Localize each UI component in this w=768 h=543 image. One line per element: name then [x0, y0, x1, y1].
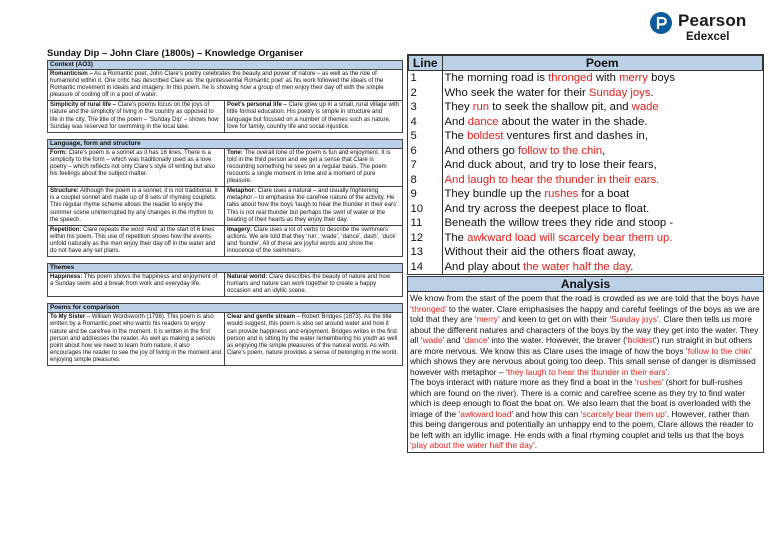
- poem-row: [409, 144, 763, 159]
- line-text: The morning road is: [444, 72, 549, 84]
- poem-row: [409, 115, 763, 130]
- line-text: to seek the shallow pit, and: [489, 101, 632, 113]
- tone-cell: [225, 149, 402, 186]
- highlighted-phrase: And laugh to hear the thunder in their ears.: [444, 173, 660, 186]
- simplicity-label: Simplicity of rural life –: [50, 102, 117, 109]
- line-text: for a boat: [578, 188, 630, 200]
- poem-row: [409, 245, 763, 260]
- line-number: 11: [409, 216, 443, 231]
- line-text: Without their aid the others float away,: [444, 246, 636, 258]
- brand-sub: Edexcel: [686, 31, 730, 43]
- quoted-phrase: thronged: [411, 303, 445, 314]
- poem-line: [442, 100, 763, 115]
- quoted-phrase: scarcely bear them up: [582, 408, 665, 419]
- poem-line: [442, 202, 763, 217]
- poem-row: [409, 86, 763, 101]
- analysis-span: ’ and keen to get on with their ‘: [497, 314, 612, 324]
- analysis-span: We know from the start of the poem that the road is crowded as we are told that the boys have ‘: [410, 293, 760, 314]
- happiness-label: Happiness:: [50, 274, 83, 281]
- poem-line: [442, 129, 763, 144]
- imagery-cell: [225, 226, 402, 256]
- line-text: .: [650, 86, 654, 99]
- line-text: with: [592, 72, 620, 84]
- romanticism-cell: [48, 70, 402, 101]
- stream-text: – Robert Bridges (1873). As the title would suggest, this poem is also set around water and how it can provide happiness and enjoyment. Bridges writes in the first person and is sitting by the water remembering his youth as well as enjoying the simple pleasures of the natural world. As with Clare’s poem, nature provides a sense of belonging in the world.: [227, 314, 398, 356]
- quoted-phrase: Sunday joys: [611, 314, 657, 324]
- metaphor-label: Metaphor:: [227, 188, 256, 195]
- poem-line: [442, 216, 763, 231]
- tone-text: The overall tone of the poem is fun and enjoyment. It is told in the third person and we get a sense that Clare is recounting something he sees on a regular basis. The poem recounts a single moment in time and a moment of pure pleasure.: [227, 149, 391, 185]
- highlighted-phrase: awkward load will scarcely bear them up.: [467, 231, 673, 244]
- analysis-box: [407, 276, 764, 453]
- form-cell: [48, 149, 225, 186]
- analysis-header: Analysis: [408, 277, 763, 292]
- highlighted-phrase: the water half the day: [523, 260, 631, 273]
- analysis-span: ’ which shows they are nervous about going too deep. This small sense of danger is dismissed however with metaphor – ‘: [410, 345, 756, 377]
- happiness-text: This poem shows the happiness and enjoyment of a Sunday swim and a break from work and everyday life.: [50, 274, 218, 288]
- line-text: The: [444, 231, 468, 244]
- line-number: 12: [409, 231, 443, 246]
- language-header: Language, form and structure: [48, 140, 402, 149]
- poem-line: [442, 173, 763, 188]
- context-header: Context (AO3): [48, 61, 402, 70]
- comparison-header: Poems for comparison: [48, 304, 402, 313]
- metaphor-cell: [225, 187, 402, 224]
- comparison-section: [47, 303, 403, 366]
- line-text: And duck about, and try to lose their fears,: [444, 159, 657, 171]
- quoted-phrase: follow to the chin: [687, 345, 751, 356]
- imagery-label: Imagery:: [227, 226, 253, 233]
- sister-label: To My Sister: [50, 314, 86, 321]
- quoted-phrase: awkward load: [460, 408, 512, 419]
- line-text: The: [444, 130, 468, 142]
- sister-text: – William Wordsworth (1798). This poem is also written by a Romantic poet who wants his readers to enjoy nature and be carefree in the moment. It is written in the first person and addresses the reader. As well as making a serious point about how we need to learn from nature, it also encourages the reader to see the joy of living in the moment and enjoying simple pleasures.: [50, 314, 222, 363]
- themes-header: Themes: [48, 264, 402, 273]
- line-text: They bundle up the: [444, 188, 545, 200]
- highlighted-phrase: merry: [619, 72, 648, 84]
- line-text: ,: [602, 144, 606, 157]
- highlighted-phrase: thronged: [548, 72, 593, 84]
- poem-line: [442, 144, 763, 159]
- line-text: Beneath the willow trees they ride and stoop -: [444, 217, 674, 229]
- line-number: 1: [409, 71, 443, 86]
- themes-section: [47, 263, 403, 297]
- metaphor-text: Clare uses a natural – and usually frightening metaphor – to emphasise the carefree nature of the activity. He talks about how the boys ‘laugh to hear the thunder in their ears’. This is not real thunder but perhaps the swirl of water or the beating of their hearts as they enjoy their day.: [227, 188, 400, 223]
- poem-line: [442, 187, 763, 202]
- highlighted-phrase: wade: [631, 101, 659, 113]
- line-text: Who seek the water for their: [444, 86, 589, 99]
- brand-name: Pearson: [678, 11, 747, 30]
- poem-line: [442, 260, 763, 275]
- analysis-span: ’ and how this can ‘: [511, 408, 583, 419]
- imagery-text: Clare uses a lot of verbs to describe the swimmers’ actions. We are told that they ‘run’, ‘wade’, ‘dance’, dash’, ‘duck’ and ‘bundle’. All of these are joyful words and show the innocence of the swimmers.: [227, 226, 397, 254]
- line-text: And play about: [444, 260, 524, 273]
- personal-life-cell: [225, 101, 402, 131]
- line-number: 14: [409, 260, 443, 275]
- analysis-span: ’ to the water. Clare emphasises the happy and careful feelings of the boys as we are told that they are ‘: [410, 303, 760, 324]
- poem-row: [409, 173, 763, 188]
- poem-line: [442, 245, 763, 260]
- analysis-span: ’. Clare then tells us more about the different natures and characters of the boys by the way they get into the water. They all ‘: [410, 314, 759, 345]
- simplicity-cell: [48, 101, 225, 131]
- analysis-paragraph: [410, 377, 761, 451]
- poem-line: [442, 71, 763, 86]
- to-my-sister-cell: [48, 313, 225, 365]
- line-number: 10: [409, 202, 443, 217]
- simplicity-text: Clare’s poems focus on the joys of nature and the simplicity of living in the country as opposed to life in the city. The title of the poem – ‘Sunday Dip’ – shows how Sunday was reserved for swimming in the local lake.: [50, 102, 219, 130]
- structure-label: Structure:: [50, 188, 79, 195]
- highlighted-phrase: run: [472, 101, 490, 113]
- romanticism-text: As a Romantic poet, John Clare’s poetry celebrates the beauty and power of nature – as well as the role of humankind within it. One critic has described Clare as ‘the quintessential Romantic poet’ as his work followed the ideals of the Romantic movement in ideals and imagery. In this poem, he is showing how a group of men enjoy their day off with the simple pleasure of cooling off in a pool of water.: [50, 71, 384, 99]
- poem-row: [409, 71, 763, 86]
- line-number: 4: [409, 115, 443, 130]
- stream-label: Clear and gentle stream: [227, 314, 296, 321]
- natural-label: Natural world:: [227, 274, 268, 281]
- line-column-header: Line: [409, 56, 443, 71]
- tone-label: Tone:: [227, 149, 243, 156]
- poem-line: [442, 115, 763, 130]
- poem-row: [409, 231, 763, 246]
- line-text: And: [444, 115, 468, 128]
- analysis-span: ’) run straight in but others are more nervous. We know this as Clare uses the image of how the boys ‘: [410, 335, 753, 356]
- line-number: 13: [409, 245, 443, 260]
- natural-world-cell: [225, 273, 402, 296]
- romanticism-label: Romanticism –: [50, 71, 93, 77]
- line-text: boys: [647, 72, 675, 84]
- poem-row: [409, 202, 763, 217]
- poem-line: [442, 86, 763, 101]
- poem-table: [407, 54, 764, 275]
- quoted-phrase: play about the water half the day: [411, 440, 533, 450]
- line-number: 7: [409, 158, 443, 173]
- knowledge-organiser: [47, 48, 403, 372]
- poem-row: [409, 187, 763, 202]
- poem-column-header: Poem: [442, 56, 763, 71]
- form-text: Clare’s poem is a sonnet as it has 16 lines. There is a simplicity to the form – which was traditionally used as a love poetry – which reflects not only Clare’s style of writing but also his feelings about the subject matter.: [50, 149, 215, 178]
- poem-row: [409, 100, 763, 115]
- poem-row: [409, 260, 763, 275]
- poem-row: [409, 216, 763, 231]
- quoted-phrase: merry: [476, 314, 498, 324]
- analysis-span: ’. However, rather than this being dangerous and potentially an unhappy end to the poem, Clare allows the reader to be left with an idyllic image. He ends with a final rhyming couplet and tells us that the boys ‘: [410, 408, 754, 450]
- personal-label: Poet’s personal life –: [227, 102, 287, 109]
- poem-line: [442, 158, 763, 173]
- analysis-span: ’.: [665, 366, 670, 377]
- personal-text: Clare grew up in a small, rural village with little formal education. His poetry is simple in structure and language but focused on a number of themes such as nature, love for family, country life and social injustice.: [227, 102, 400, 130]
- line-text: ventures first and dashes in,: [503, 130, 648, 142]
- highlighted-phrase: follow to the chin: [517, 144, 603, 157]
- line-number: 9: [409, 187, 443, 202]
- pearson-p-icon: [650, 12, 672, 34]
- repetition-cell: [48, 226, 225, 256]
- line-number: 6: [409, 144, 443, 159]
- page-title: Sunday Dip – John Clare (1800s) – Knowledge Organiser: [47, 48, 304, 59]
- highlighted-phrase: boldest: [467, 130, 504, 142]
- line-text: about the water in the shade.: [498, 115, 648, 128]
- context-section: [47, 60, 403, 133]
- poem-row: [409, 129, 763, 144]
- poem-row: [409, 158, 763, 173]
- analysis-span: ’.: [532, 440, 538, 450]
- repetition-label: Repetition:: [50, 226, 82, 233]
- line-text: And try across the deepest place to float.: [444, 202, 650, 215]
- line-number: 8: [409, 173, 443, 188]
- highlighted-phrase: rushes: [544, 188, 579, 200]
- poem-line: [442, 231, 763, 246]
- structure-text: Although the poem is a sonnet, it is not traditional. It is a couplet sonnet and made up of 8 sets of rhyming couplets. This regular rhyme scheme allows the reader to enjoy the summer scene uninterrupted by any changes in the rhythm to the speech.: [50, 188, 218, 223]
- line-text: And others go: [444, 144, 518, 157]
- language-section: [47, 139, 403, 257]
- analysis-paragraph: [410, 293, 761, 377]
- pearson-logo: [650, 12, 762, 42]
- quoted-phrase: they laugh to hear the thunder in their ears: [507, 366, 666, 377]
- analysis-span: ’ into the water. However, the braver (‘: [487, 335, 628, 345]
- quoted-phrase: boldest: [627, 335, 655, 345]
- form-label: Form:: [50, 149, 67, 156]
- structure-cell: [48, 187, 225, 224]
- quoted-phrase: wade: [422, 335, 443, 345]
- analysis-text: [408, 292, 763, 452]
- line-number: 2: [409, 86, 443, 101]
- line-number: 3: [409, 100, 443, 115]
- line-number: 5: [409, 129, 443, 144]
- analysis-span: The boys interact with nature more as they find a boat in the ‘: [410, 377, 637, 387]
- quoted-phrase: dance: [464, 335, 488, 345]
- natural-text: Clare describes the beauty of nature and how humans and nature can work together to create a happy occasion and an idyllic scene.: [227, 274, 391, 295]
- quoted-phrase: rushes: [636, 377, 662, 387]
- repetition-text: Clare repeats the word ‘And’ at the start of 6 lines within his poem. This use of repetition shows how the events unfold naturally as the men enjoy their day off in the water and do not have any set plans.: [50, 226, 216, 254]
- gentle-stream-cell: [225, 313, 402, 365]
- analysis-span: ’ and ‘: [442, 335, 465, 345]
- line-text: They: [444, 101, 473, 113]
- line-text: .: [630, 260, 634, 273]
- analysis-span: ’ (short for bull-rushes which are found on the river). There is a comic and carefree scene as they try to find water which is deep enough to float the boat on. We also learn that the boat is overloaded with the image of the ‘: [410, 377, 751, 419]
- highlighted-phrase: dance: [467, 115, 499, 128]
- happiness-cell: [48, 273, 225, 296]
- highlighted-phrase: Sunday joys: [588, 86, 651, 99]
